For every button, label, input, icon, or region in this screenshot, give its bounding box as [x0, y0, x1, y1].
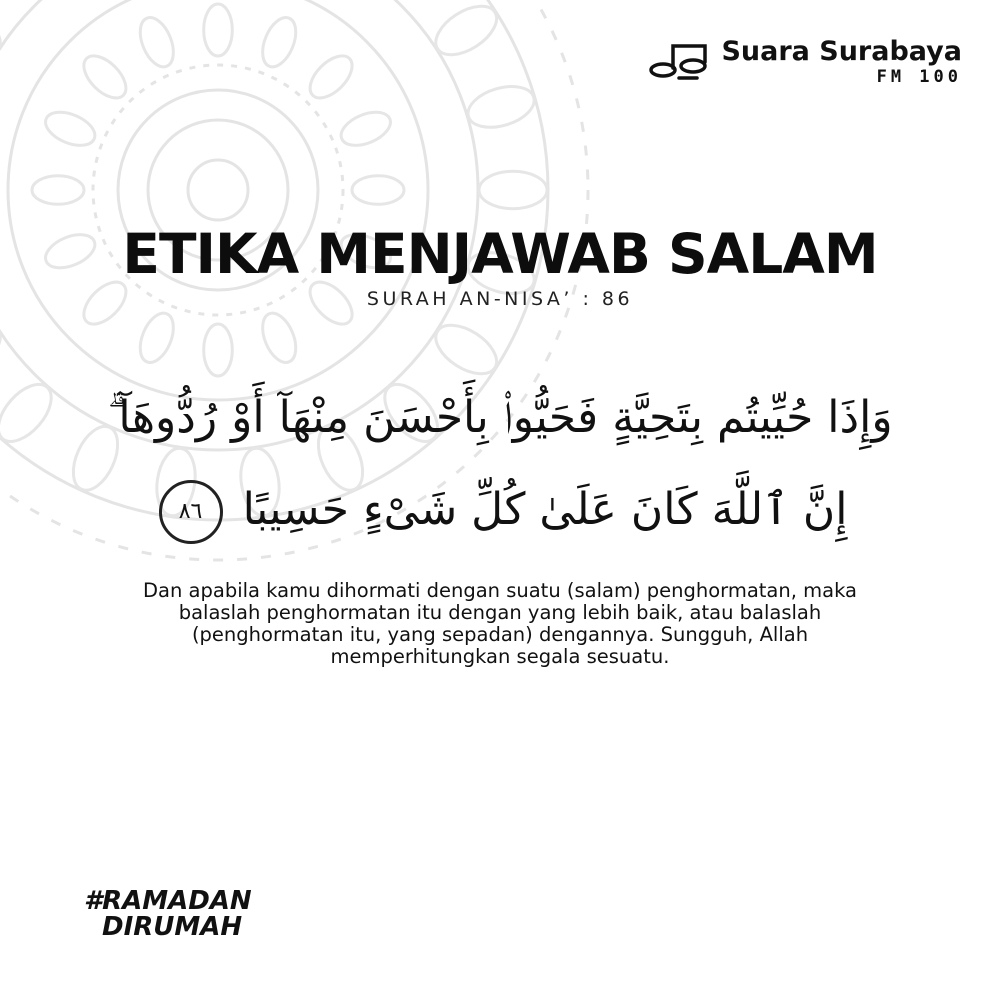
hashtag: [84, 888, 252, 940]
ornament-petal: [32, 176, 84, 205]
ornament-petal: [256, 13, 302, 72]
ornament-petal: [352, 176, 404, 205]
surah-reference: SURAH AN-NISA’ : 86: [366, 288, 634, 310]
arabic-verse: [90, 372, 910, 556]
brand-logo: [649, 36, 962, 86]
ornament-petal: [303, 48, 360, 105]
ornament-petal: [0, 375, 61, 451]
ornament-petal: [134, 308, 180, 367]
ornament-petal: [256, 308, 302, 367]
ornament-petal: [76, 48, 133, 105]
ornament-petal: [134, 13, 180, 72]
ornament-petal: [0, 0, 9, 65]
arabic-verse-text: وَإِذَا حُيِّيتُم بِتَحِيَّةٍ فَحَيُّوا۟ بِأَحْسَنَ مِنْهَآ أَوْ رُدُّوهَآ ۗ إِنَّ ٱللَّهَ كَانَ عَلَىٰ كُلِّ شَىْءٍ حَسِيبًا: [107, 392, 893, 535]
ornament-petal: [41, 106, 100, 152]
ornament-petal: [0, 0, 61, 5]
ornament-petal: [204, 4, 233, 56]
ornament-petal: [375, 0, 448, 5]
ornament-petal: [204, 324, 233, 376]
brand-name: Suara Surabaya: [721, 36, 962, 67]
ornament-petal: [0, 315, 9, 383]
page-title: ETIKA MENJAWAB SALAM: [122, 222, 878, 286]
hashtag-line-2: DIRUMAH: [102, 912, 243, 942]
music-notes-logo-icon: [649, 40, 713, 84]
brand-frequency: FM 100: [876, 67, 962, 87]
ornament-petal: [479, 171, 547, 208]
ornament-petal: [463, 79, 539, 134]
hashtag-line-1: #RAMADAN: [84, 886, 252, 916]
ayah-number-badge: ٨٦: [159, 480, 223, 544]
ornament-petal: [336, 106, 395, 152]
verse-translation: Dan apabila kamu dihormati dengan suatu (salam) penghormatan, maka balaslah penghormatan itu dengan yang lebih baik, atau balaslah (penghormatan itu, yang sepadan) dengannya. Sungguh, Allah memperhitungkan segala sesuatu.: [143, 579, 857, 668]
